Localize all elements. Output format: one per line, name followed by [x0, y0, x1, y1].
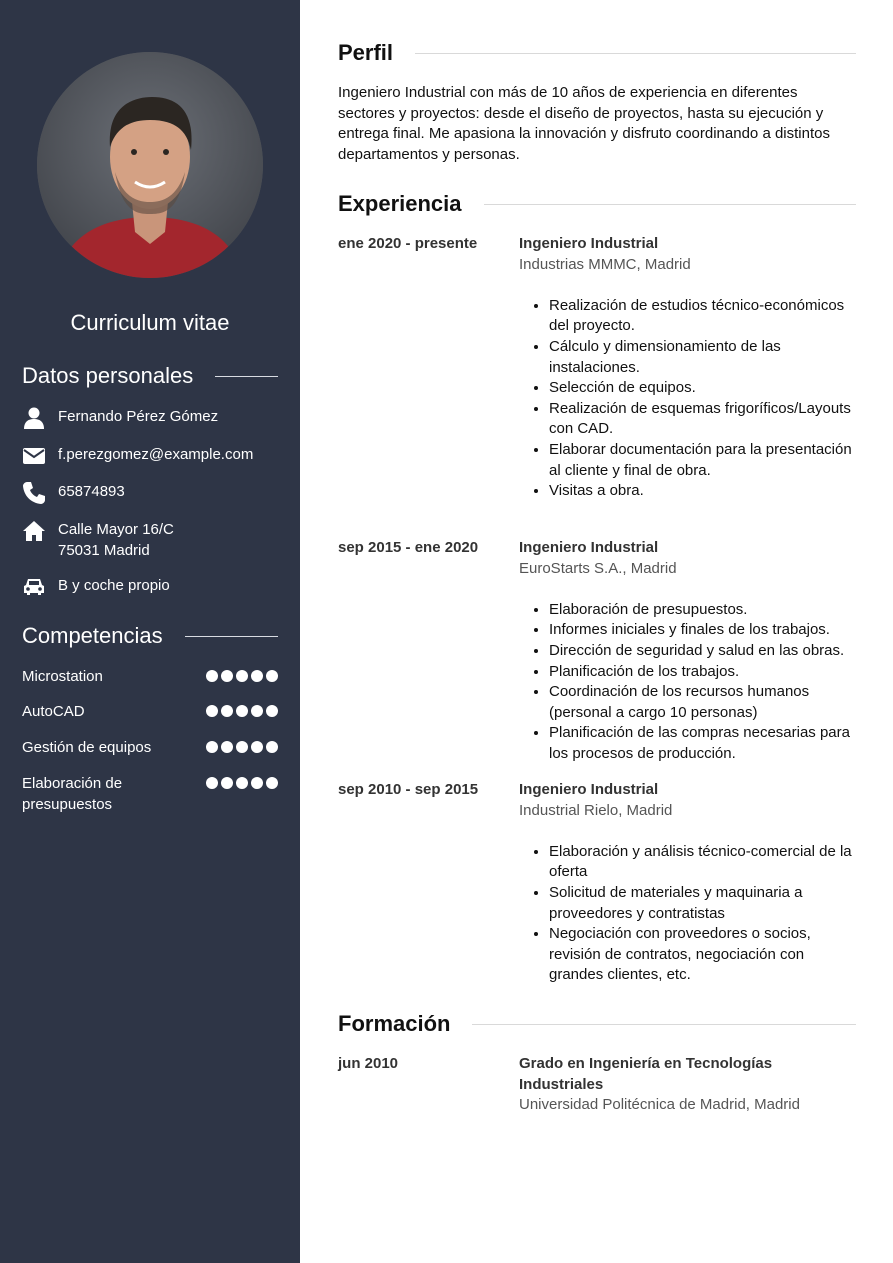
entry-role: Ingeniero Industrial [519, 781, 659, 798]
entry-organization: Industrial Rielo, Madrid [519, 801, 673, 819]
skill-item [22, 737, 278, 758]
rating-dot [221, 705, 233, 717]
skills-heading-text: Competencias [22, 623, 163, 648]
rating-dot [251, 705, 263, 717]
entry-organization: Universidad Politécnica de Madrid, Madrid [519, 1096, 800, 1114]
bullet-item: • Realización de estudios técnico-económicos del proyecto. [549, 296, 856, 337]
education-heading [338, 1011, 856, 1037]
cv-title: Curriculum vitae [70, 310, 230, 335]
skills-heading [22, 623, 278, 649]
entry-date: sep 2010 - sep 2015 [338, 781, 479, 798]
entry-bullets [519, 296, 856, 502]
experience-heading [338, 191, 856, 217]
phone-icon [22, 481, 46, 505]
profile-summary: Ingeniero Industrial con más de 10 años de experiencia en diferentes sectores y proyectos: desde el diseño de proyectos, hasta su ejecución y entrega final. Me apasiona la innovación y disfruto coordinando a distintos departamentos y personas. [338, 84, 830, 164]
skill-rating [206, 741, 278, 758]
personal-email [22, 444, 253, 468]
bullet-item: • Informes iniciales y finales de los trabajos. [549, 620, 856, 641]
experience-heading-text: Experiencia [338, 191, 462, 216]
bullet-item: • Realización de esquemas frigoríficos/Layouts con CAD. [549, 399, 856, 440]
personal-license-text: B y coche propio [58, 577, 170, 594]
heading-divider [185, 636, 278, 637]
rating-dot [221, 777, 233, 789]
entry-body [519, 1054, 856, 1116]
bullet-item: • Solicitud de materiales y maquinaria a proveedores y contratistas [549, 883, 856, 924]
skill-name [22, 773, 122, 815]
entry-date: sep 2015 - ene 2020 [338, 539, 479, 556]
heading-divider [415, 53, 856, 54]
bullet-item: • Planificación de los trabajos. [549, 662, 856, 683]
skill-item [22, 666, 278, 687]
heading-divider [472, 1024, 856, 1025]
entry-date: ene 2020 - presente [338, 235, 478, 252]
entry-organization: Industrias MMMC, Madrid [519, 255, 691, 273]
bullet-item: • Planificación de las compras necesarias para los procesos de producción. [549, 723, 856, 764]
personal-email-text: f.perezgomez@example.com [58, 446, 254, 463]
skill-name-line-1: Elaboración de [22, 775, 123, 792]
bullet-item: • Coordinación de los recursos humanos (personal a cargo 10 personas) [549, 682, 856, 723]
personal-data-heading [22, 363, 278, 389]
skill-name: AutoCAD [22, 703, 85, 720]
personal-address-text [58, 519, 174, 561]
personal-phone [22, 481, 125, 505]
profile-photo [37, 52, 263, 278]
rating-dot [206, 670, 218, 682]
rating-dot [251, 777, 263, 789]
heading-divider [484, 204, 856, 205]
personal-name [22, 406, 218, 430]
rating-dot [206, 777, 218, 789]
home-icon [22, 519, 46, 543]
skill-item [22, 773, 278, 815]
education-heading-text: Formación [338, 1011, 451, 1036]
user-icon [22, 406, 46, 430]
entry-body [519, 234, 856, 502]
entry-body [519, 780, 856, 986]
rating-dot [236, 741, 248, 753]
skill-rating [206, 777, 278, 815]
personal-address [22, 519, 174, 561]
rating-dot [266, 705, 278, 717]
address-line-1: Calle Mayor 16/C [58, 521, 174, 538]
rating-dot [251, 741, 263, 753]
rating-dot [206, 741, 218, 753]
address-line-2: 75031 Madrid [58, 542, 150, 559]
skill-name: Gestión de equipos [22, 739, 152, 756]
entry-bullets [519, 842, 856, 986]
profile-heading-text: Perfil [338, 40, 394, 65]
bullet-item: • Elaborar documentación para la presentación al cliente y final de obra. [549, 440, 856, 481]
bullet-item: • Elaboración y análisis técnico-comercial de la oferta [549, 842, 856, 883]
skill-item [22, 701, 278, 722]
rating-dot [206, 705, 218, 717]
entry-bullets [519, 600, 856, 765]
rating-dot [236, 705, 248, 717]
rating-dot [221, 670, 233, 682]
skill-name-line-2: presupuestos [22, 796, 113, 813]
personal-data-heading-text: Datos personales [22, 363, 194, 388]
envelope-icon [22, 444, 46, 468]
skill-rating [206, 705, 278, 722]
personal-phone-text: 65874893 [58, 483, 125, 500]
skill-name: Microstation [22, 668, 103, 685]
profile-heading [338, 40, 856, 66]
bullet-item: • Cálculo y dimensionamiento de las instalaciones. [549, 337, 856, 378]
bullet-item: • Elaboración de presupuestos. [549, 600, 856, 621]
rating-dot [251, 670, 263, 682]
bullet-item: • Dirección de seguridad y salud en las obras. [549, 641, 856, 662]
car-icon [22, 575, 46, 599]
rating-dot [221, 741, 233, 753]
rating-dot [236, 670, 248, 682]
bullet-item: • Negociación con proveedores o socios, revisión de contratos, negociación con grandes clientes, etc. [549, 924, 856, 986]
rating-dot [266, 777, 278, 789]
entry-body [519, 538, 856, 765]
entry-degree: Grado en Ingeniería en Tecnologías Industriales [519, 1055, 773, 1093]
personal-license [22, 575, 170, 599]
entry-date: jun 2010 [338, 1055, 399, 1072]
heading-divider [215, 376, 278, 377]
rating-dot [266, 741, 278, 753]
personal-name-text: Fernando Pérez Gómez [58, 408, 219, 425]
entry-role: Ingeniero Industrial [519, 539, 659, 556]
skill-rating [206, 670, 278, 687]
rating-dot [236, 777, 248, 789]
entry-organization: EuroStarts S.A., Madrid [519, 559, 677, 577]
bullet-item: • Visitas a obra. [549, 481, 856, 502]
bullet-item: • Selección de equipos. [549, 378, 856, 399]
entry-role: Ingeniero Industrial [519, 235, 659, 252]
sidebar [0, 0, 300, 1263]
rating-dot [266, 670, 278, 682]
